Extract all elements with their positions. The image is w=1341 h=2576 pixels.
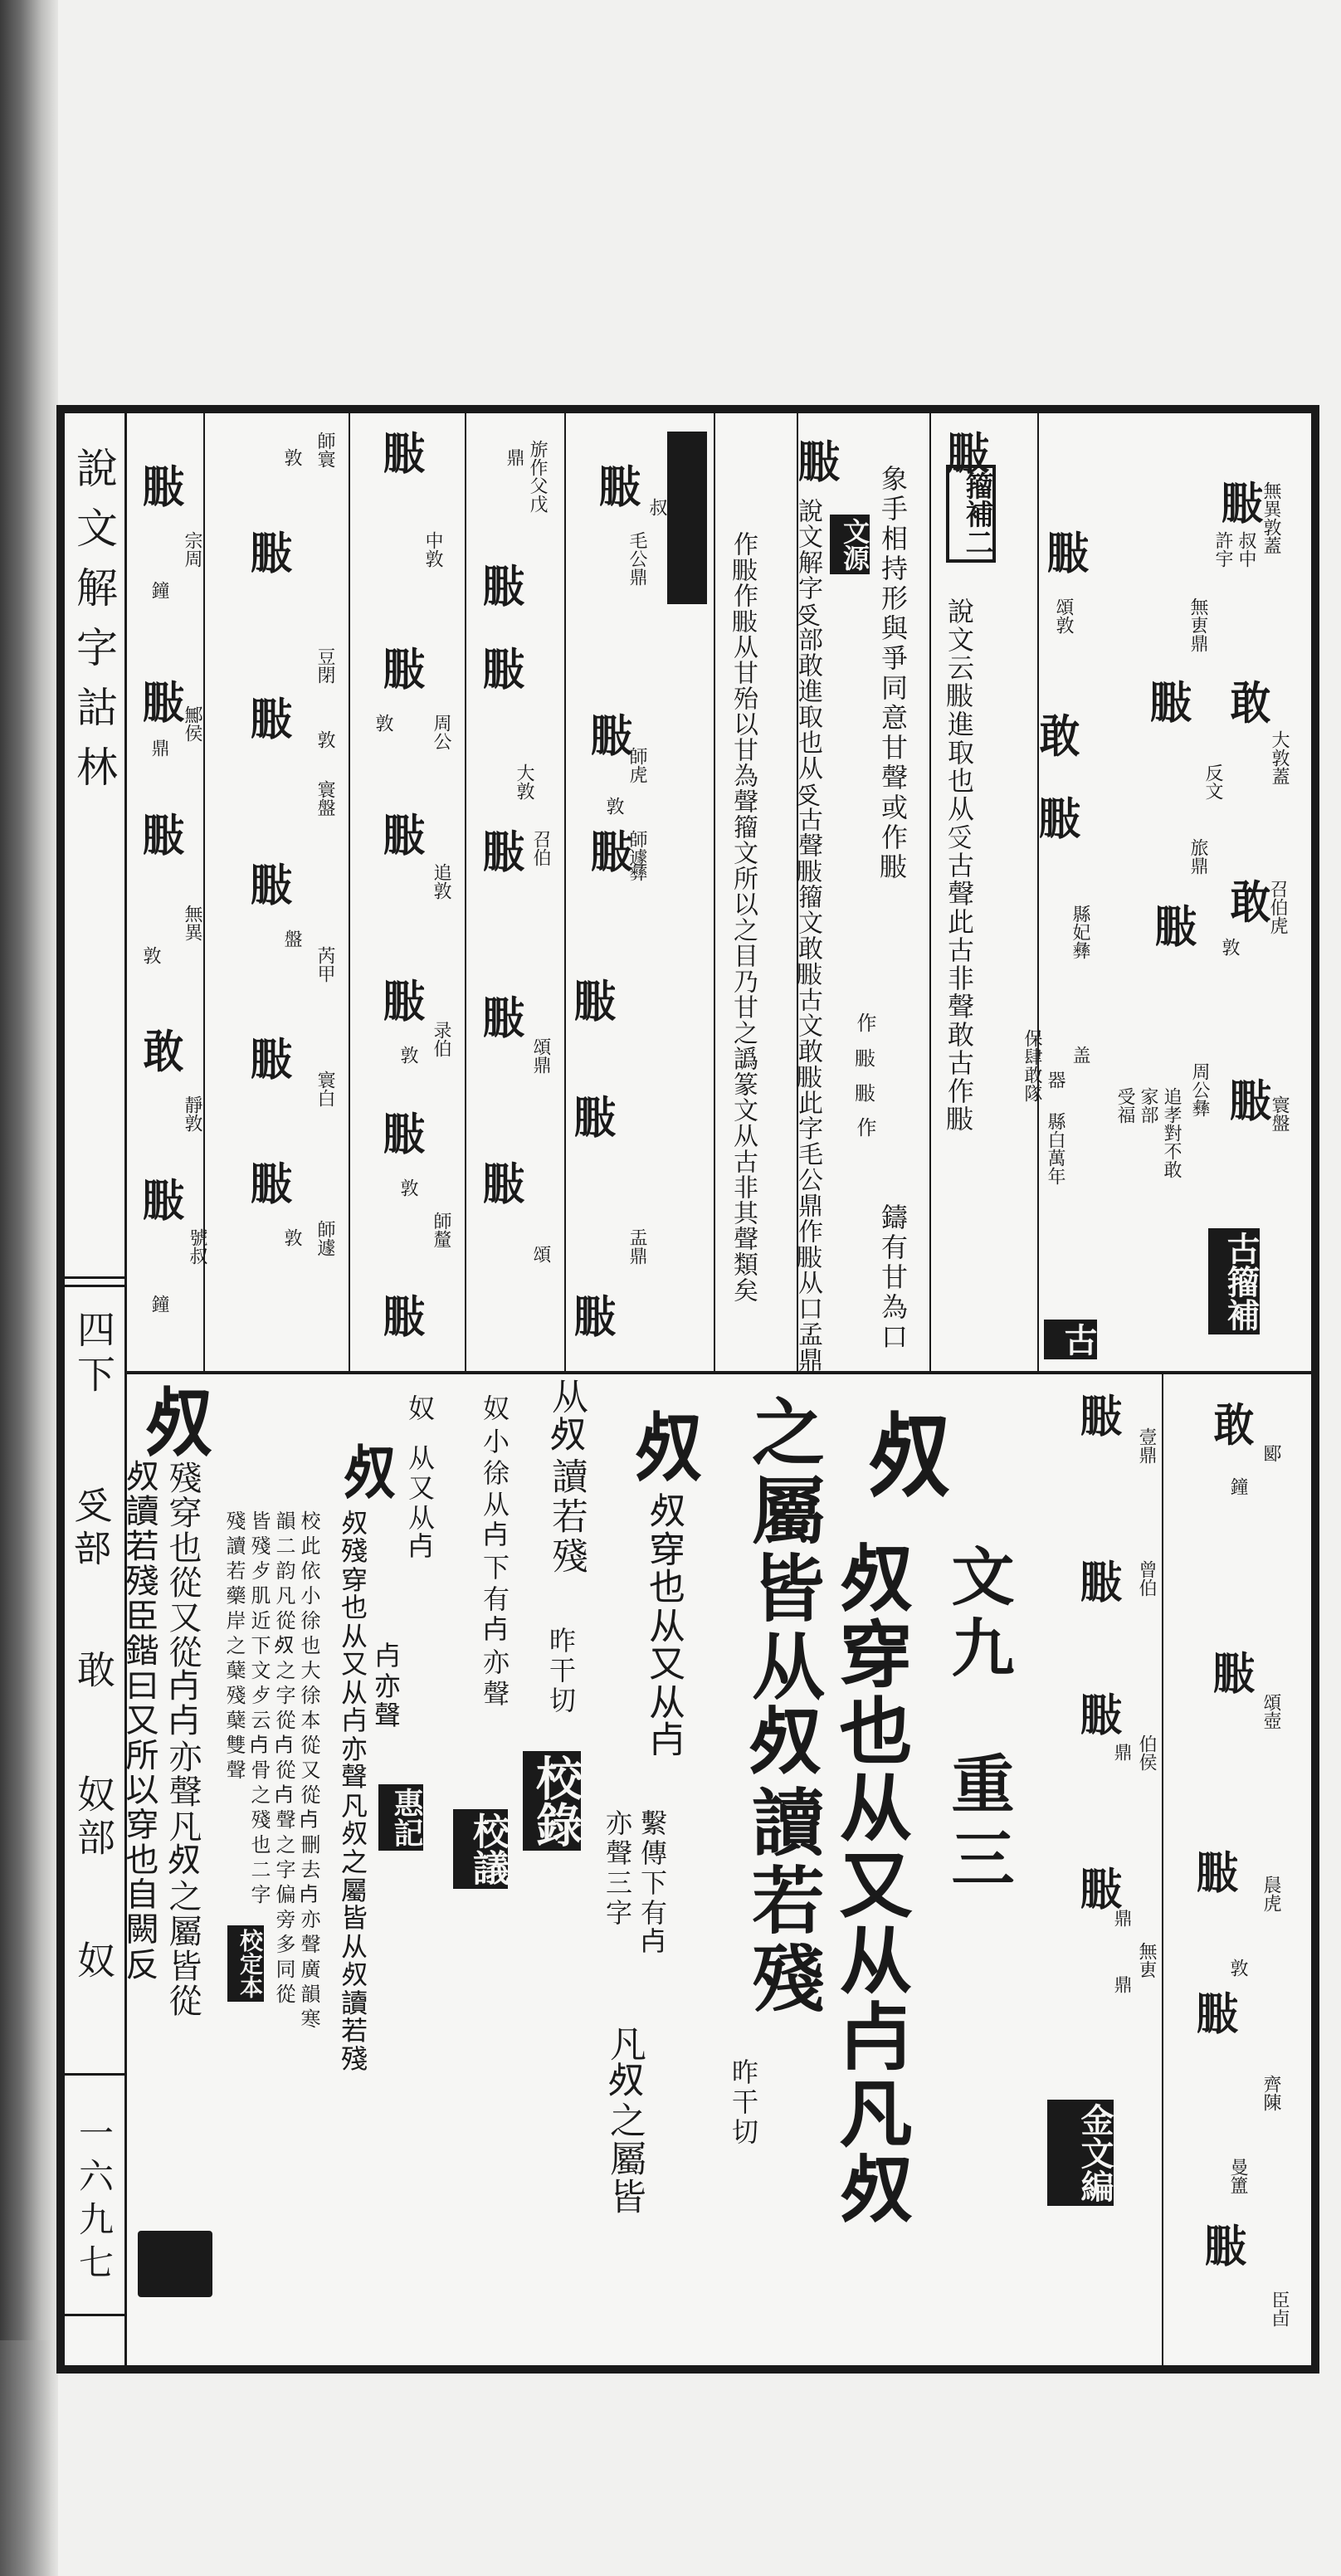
seal-char: 𢽩 (1230, 1075, 1271, 1128)
caption: 曾伯 (1136, 1560, 1157, 1597)
caption: 䢅虎 (1261, 1876, 1281, 1912)
commentary-note: 亦聲三字 (602, 1809, 633, 1929)
seal-char: 𢽩 (251, 693, 292, 746)
seal-char: 敢 (143, 1025, 184, 1078)
book-binding (0, 0, 58, 2576)
caption: 敦 (315, 730, 335, 749)
caption: 录伯 (431, 1021, 451, 1057)
caption: 鼎 (149, 739, 169, 757)
caption: 縣白萬年 (1045, 1112, 1065, 1185)
caption: 鼎 (504, 448, 524, 466)
caption: 鄦侯 (182, 705, 202, 742)
head-seal-char: 𣦼 (867, 1403, 950, 1510)
caption: 師遽 (627, 830, 647, 866)
caption: 旅鼎 (1187, 838, 1208, 875)
caption: 召伯虎 (1267, 880, 1288, 934)
label-dazhuan (667, 432, 707, 604)
seal-char: 𢽩 (483, 560, 524, 613)
seal-char: 𢽩 (1039, 793, 1080, 846)
caption: 無異 (182, 905, 202, 941)
caption: 齊陳 (1261, 2075, 1281, 2111)
margin-column (65, 413, 127, 2365)
seal-char: 𢽩 (1080, 1390, 1122, 1443)
label-wenyuan: 文源 (830, 515, 870, 574)
seal-char: 敢 (1230, 676, 1271, 729)
commentary-line: 說文云𢽩進取也从𠬪古聲此古非聲敢古作𢽩 (944, 598, 975, 1134)
seal-char: 𢽩 (483, 992, 524, 1045)
header-char: 奴 (479, 1394, 510, 1421)
caption: 敦 (281, 448, 302, 466)
seal-char: 敢 (1213, 1398, 1255, 1451)
seal-char: 𢽩 (1080, 1556, 1122, 1609)
seal-char: 敢 (1230, 876, 1271, 929)
seal-char: 𢽩 (1155, 900, 1197, 954)
caption: 反文 (1202, 764, 1223, 800)
commentary-note: 繫傳下有𣦵 (636, 1809, 668, 1959)
commentary: 𣦼穿也从又从𣦵 (645, 1494, 687, 1761)
caption: 鐘 (149, 1295, 169, 1313)
section-divider (124, 1371, 1311, 1374)
page-number: 一六九七 (74, 2115, 115, 2287)
caption: 追敦 (431, 863, 451, 900)
seal-char: 𢽩 (383, 809, 425, 862)
main-definition: 𣦼穿也从又从𣦵凡𣦼 (831, 1544, 918, 2231)
page-frame (56, 405, 1319, 2374)
caption: 鐘 (149, 581, 169, 599)
seal-char: 𢽩 (383, 427, 425, 481)
caption: 敦 (373, 714, 393, 732)
caption: 頌敦 (1053, 598, 1074, 634)
commentary: 𣦼讀若殘臣鍇曰又所以穿也自闕反 (122, 1461, 160, 1983)
caption: 彝 (627, 863, 647, 881)
seal-char: 𢽩 (143, 1174, 184, 1227)
label-huiji: 惠記 (378, 1784, 423, 1851)
caption: 師釐 (431, 1212, 451, 1248)
binding-fold (0, 2340, 50, 2576)
caption: 敦 (397, 1046, 418, 1064)
caption: 敦 (1227, 1959, 1248, 1977)
caption: 伯侯 (1136, 1734, 1157, 1771)
seal-char: 𣦼 (634, 1404, 702, 1492)
seal-char: 𢽩 (1150, 676, 1192, 729)
caption: 縣妃彝 (1070, 905, 1090, 959)
caption: 毛公鼎 (627, 531, 647, 586)
caption: 無叀 (1136, 1942, 1157, 1978)
caption: 追孝對不敢 (1161, 1087, 1182, 1178)
caption: 受福 (1114, 1087, 1135, 1124)
caption: 號叔 (187, 1228, 207, 1265)
caption: 家部 (1138, 1087, 1158, 1124)
caption: 鼎 (1111, 1975, 1132, 1993)
seal-char: 𢽩 (591, 826, 632, 879)
commentary: 从又从𣦵 (404, 1444, 436, 1564)
caption: 頌 (530, 1245, 551, 1263)
caption: 無叀鼎 (1187, 598, 1208, 652)
caption: 鐘 (1227, 1477, 1248, 1495)
caption: 頌壺 (1261, 1693, 1281, 1730)
seal-char: 𢽩 (251, 1158, 292, 1211)
caption: 保肆敢隊 (1022, 1029, 1042, 1102)
caption: 豆閉 (315, 647, 335, 684)
seal-char: 𢽩 (483, 826, 524, 879)
caption: 郾 (1261, 1444, 1281, 1462)
caption: 敦 (1219, 938, 1240, 956)
seal-char: 𢽩 (1222, 477, 1263, 530)
seal-char: 𢽩 (383, 643, 425, 696)
caption: 曼簠 (1227, 2158, 1248, 2194)
seal-char: 𢽩 (143, 461, 184, 514)
commentary: 殘穿也從又從𣦵𣦵亦聲凡𣦼之屬皆從 (163, 1461, 202, 2018)
label-jinwen: 金文編 (1047, 2100, 1114, 2206)
seal-char: 𢽩 (143, 809, 184, 862)
book-title: 說文解字詁林 (70, 446, 118, 805)
seal-char: 𢽩 (1205, 2220, 1246, 2273)
seal-char: 𢽩 (1197, 1847, 1238, 1900)
caption: 敦 (140, 946, 161, 964)
caption: 許宇 (1212, 531, 1233, 568)
seal-char: 𢽩 (574, 1290, 616, 1344)
caption: 大敦蓋 (1269, 730, 1290, 785)
commentary-line: 作𢽩作𢽩从甘殆以甘為聲籀文所以之目乃甘之譌篆文从古非其聲類矣 (729, 531, 758, 1303)
seal-char: 𢽩 (251, 527, 292, 580)
section-label: 四下 (71, 1310, 116, 1399)
caption: 周公 (431, 714, 451, 750)
ink-stamp (138, 2231, 212, 2297)
caption: 器 (1045, 1071, 1065, 1089)
caption: 盖 (1070, 1046, 1090, 1064)
seal-char: 𢽩 (251, 859, 292, 912)
label-guzhoubu2: 籀補二 (946, 465, 996, 563)
count-heading-2: 重三 (941, 1751, 1015, 1900)
seal-char: 𢽩 (1213, 1647, 1255, 1700)
header-char: 奴 (404, 1394, 436, 1421)
seal-char: 𢽩 (599, 461, 641, 514)
caption: 敦 (281, 1228, 302, 1247)
caption: 大敦 (514, 764, 534, 800)
commentary-line: 鑄有甘為口 (877, 1203, 909, 1353)
seal-char: 𢽩 (383, 1290, 425, 1344)
caption: 鼎 (1111, 1909, 1132, 1927)
seal-char: 𢽩 (1080, 1863, 1122, 1916)
caption: 敦 (603, 797, 624, 815)
caption: 宗周 (182, 531, 202, 568)
commentary: 𣦵亦聲 (371, 1643, 402, 1733)
seal-char: 𢽩 (1197, 1988, 1238, 2041)
commentary: 从𣦼讀若殘 (545, 1378, 588, 1577)
commentary-line: 作𢽩𢽩作 (853, 1012, 876, 1152)
label-jiaoyi: 校議 (453, 1809, 508, 1889)
caption: 寰盤 (315, 780, 335, 817)
commentary: 皆殘歺肌近下文歺云𣦵骨之殘也二字 (247, 1510, 271, 1909)
commentary: 韻二韵凡從𣦼之字從𣦵從𣦵聲之字偏旁多同從 (272, 1510, 295, 2008)
caption: 敦 (397, 1178, 418, 1197)
caption: 盂鼎 (627, 1228, 647, 1265)
commentary-note: 凡𣦼之屬皆 (603, 2025, 646, 2216)
label-guzhoubu: 古籀補 (1208, 1228, 1260, 1334)
seal-char: 𢽩 (591, 710, 632, 763)
fanqie: 昨干切 (545, 1627, 577, 1716)
commentary: 校此依小徐也大徐本從又從𣦵刪去𣦵亦聲廣韻寒 (297, 1510, 320, 2033)
seal-char: 𢽩 (383, 975, 425, 1028)
caption: 叔中 (1236, 531, 1256, 568)
commentary-line: 說文解字𠬪部敢進取也从𠬪古聲𢽩籀文敢𢽩古文敢𢽩此字毛公鼎作𢽩从口孟鼎 (793, 498, 822, 1373)
radical-1: 𠬪部 (71, 1484, 116, 1570)
main-definition-2: 之屬皆从𣦼讀若殘 (740, 1394, 827, 2018)
seal-char: 𢽩 (143, 676, 184, 729)
radical-2: 敢 (71, 1650, 116, 1688)
caption: 師寰 (315, 432, 335, 468)
caption: 頌鼎 (530, 1037, 551, 1074)
radical-3: 奴部 (71, 1774, 116, 1861)
radical-4: 奴 (71, 1940, 116, 1978)
caption: 召伯 (530, 830, 551, 866)
seal-char: 𢽩 (574, 1091, 616, 1144)
seal-char: 𢽩 (1080, 1689, 1122, 1742)
caption: 芮甲 (315, 946, 335, 983)
seal-char: 敢 (1039, 710, 1080, 763)
caption: 臣卣 (1269, 2291, 1290, 2327)
count-heading: 文九 (941, 1544, 1015, 1686)
caption: 盤 (281, 929, 302, 948)
seal-char: 𣦼 (144, 1379, 212, 1467)
caption: 中敦 (422, 531, 443, 568)
caption: 靜敦 (182, 1095, 202, 1132)
caption: 壹鼎 (1136, 1427, 1157, 1464)
caption: 鼎 (1111, 1743, 1132, 1761)
caption: 師虎 (627, 747, 647, 783)
commentary-line: 象手相持形與爭同意甘聲或作𢽩 (877, 465, 909, 883)
commentary: 小徐从𣦵下有𣦵亦聲 (479, 1427, 510, 1711)
commentary: 𣦼殘穿也从又从𣦵亦聲凡𣦼之屬皆从𣦼讀若殘 (338, 1510, 369, 2075)
fanqie: 昨干切 (728, 2058, 759, 2148)
label-jiaolu: 校錄 (523, 1751, 581, 1851)
seal-char: 𢽩 (798, 436, 840, 489)
caption: 叔 (646, 498, 667, 516)
seal-char: 𢽩 (948, 427, 989, 481)
seal-char: 𣦼 (343, 1438, 396, 1507)
caption: 旂作父戊 (527, 440, 548, 513)
seal-char: 𢽩 (574, 975, 616, 1028)
seal-char: 𢽩 (383, 1108, 425, 1161)
caption: 無異敦蓋 (1261, 481, 1281, 554)
label-jiaodingben: 校定本 (227, 1925, 264, 2002)
caption: 師遽 (315, 1220, 335, 1256)
seal-char: 𢽩 (1047, 527, 1089, 580)
caption: 寰白 (315, 1071, 335, 1107)
seal-char: 𢽩 (483, 1158, 524, 1211)
seal-char: 𢽩 (251, 1033, 292, 1086)
caption: 周公彝 (1189, 1062, 1210, 1117)
seal-char: 𢽩 (483, 643, 524, 696)
caption: 寰盤 (1269, 1095, 1290, 1132)
label-gu: 古 (1044, 1320, 1097, 1359)
commentary: 殘讀若藥岸之蘖殘蘖雙聲 (222, 1510, 246, 1784)
